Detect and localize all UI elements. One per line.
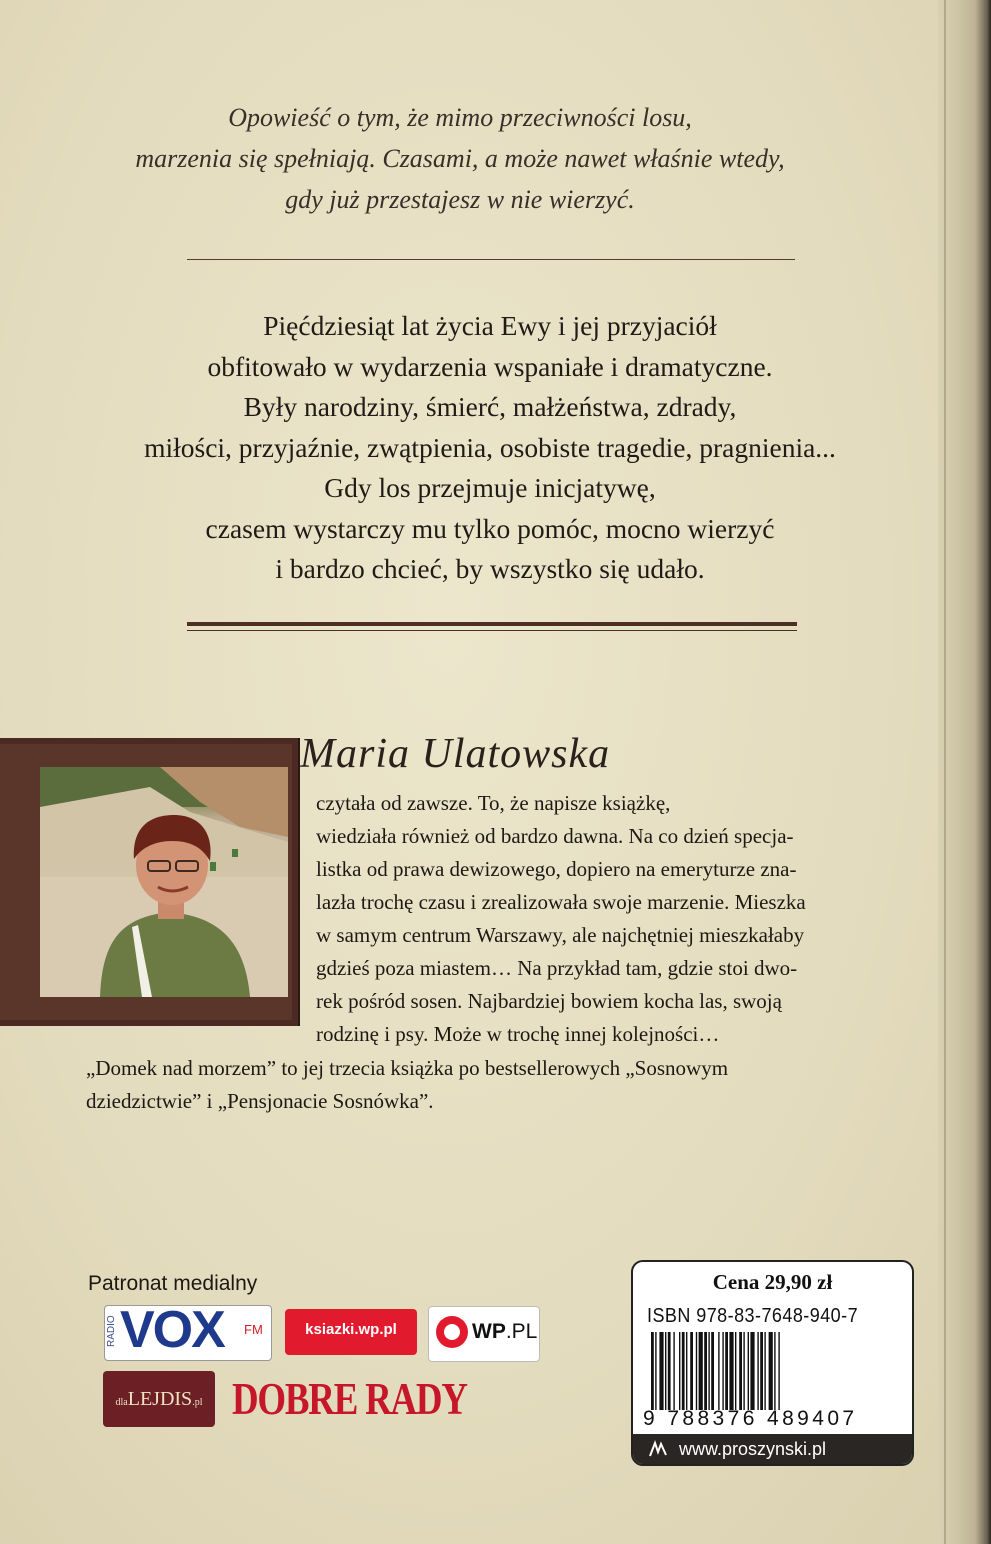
bio-line-1: czytała od zawsze. To, że napisze książkę,	[316, 791, 671, 815]
blurb-line-7: i bardzo chcieć, by wszystko się udało.	[275, 553, 705, 584]
spine-crease	[944, 0, 946, 1544]
vox-fm-label: FM	[244, 1322, 263, 1337]
ledis-text	[103, 1388, 215, 1411]
wp-pl-main: WP	[472, 1320, 506, 1343]
bio-line-10: dziedzictwie” i „Pensjonacie Sosnówka”.	[86, 1089, 434, 1113]
blurb-line-2: obfitowało w wydarzenia wspaniałe i dramatyczne.	[207, 351, 773, 382]
blurb-line-4: miłości, przyjaźnie, zwątpienia, osobiste tragedie, pragnienia...	[144, 432, 836, 463]
blurb-line-6: czasem wystarczy mu tylko pomóc, mocno wierzyć	[205, 513, 775, 544]
divider-thick	[187, 622, 797, 626]
blurb-line-1: Pięćdziesiąt lat życia Ewy i jej przyjaciół	[263, 310, 717, 341]
bio-line-4: lazła trochę czasu i zrealizowała swoje marzenie. Mieszka	[316, 890, 806, 914]
patronage-title: Patronat medialny	[88, 1272, 258, 1295]
barcode-icon	[651, 1332, 896, 1410]
bio-line-7: rek pośród sosen. Najbardziej bowiem kocha las, swoją	[316, 989, 782, 1013]
author-photo	[40, 767, 288, 997]
vox-radio-label: RADIO	[106, 1315, 117, 1347]
bio-line-3: listka od prawa dewizowego, dopiero na emeryturze zna-	[316, 857, 797, 881]
ksiazki-wp-text: ksiazki.wp.pl	[305, 1321, 397, 1338]
wp-pl-suffix: .PL	[505, 1320, 538, 1343]
author-name: Maria Ulatowska	[300, 731, 611, 777]
tagline-line-3: gdy już przestajesz w nie wierzyć.	[285, 185, 635, 214]
tagline-line-2: marzenia się spełniają. Czasami, a może nawet właśnie wtedy,	[135, 144, 785, 173]
ledis-word: LEJDIS	[127, 1388, 193, 1410]
isbn-text: ISBN 978-83-7648-940-7	[647, 1305, 859, 1327]
price-isbn-panel	[631, 1260, 914, 1466]
bio-line-6: gdzieś poza miastem… Na przykład tam, gdzie stoi dwo-	[316, 956, 798, 980]
bio-line-9: „Domek nad morzem” to jej trzecia książka po bestsellerowych „Sosnowym	[86, 1056, 729, 1080]
vox-wordmark: VOX	[120, 1301, 224, 1359]
price-label: Cena 29,90 zł	[712, 1270, 833, 1294]
author-photo-illustration	[40, 767, 288, 997]
wp-pl-text	[472, 1320, 537, 1344]
bio-line-2: wiedziała również od bardzo dawna. Na co dzień specja-	[316, 824, 794, 848]
blurb-line-3: Były narodziny, śmierć, małżeństwa, zdrady,	[243, 391, 737, 422]
dobre-rady-logo: DOBRE RADY	[232, 1374, 467, 1424]
ledis-pre: dla	[115, 1397, 128, 1408]
ledis-post: .pl	[192, 1397, 203, 1408]
bio-line-5: w samym centrum Warszawy, ale najchętniej mieszkałaby	[316, 923, 805, 947]
divider-thick-underline	[187, 630, 797, 631]
blurb-line-5: Gdy los przejmuje inicjatywę,	[324, 472, 656, 503]
tagline-line-1: Opowieść o tym, że mimo przeciwności losu,	[228, 103, 692, 132]
barcode-digits: 9 788376 489407	[643, 1407, 858, 1430]
wp-pl-icon-center	[444, 1324, 460, 1340]
publisher-logo-icon	[647, 1438, 669, 1460]
divider-thin	[187, 259, 795, 260]
publisher-url: www.proszynski.pl	[679, 1439, 827, 1459]
bio-line-8: rodzinę i psy. Może w trochę innej kolejności…	[316, 1022, 720, 1046]
